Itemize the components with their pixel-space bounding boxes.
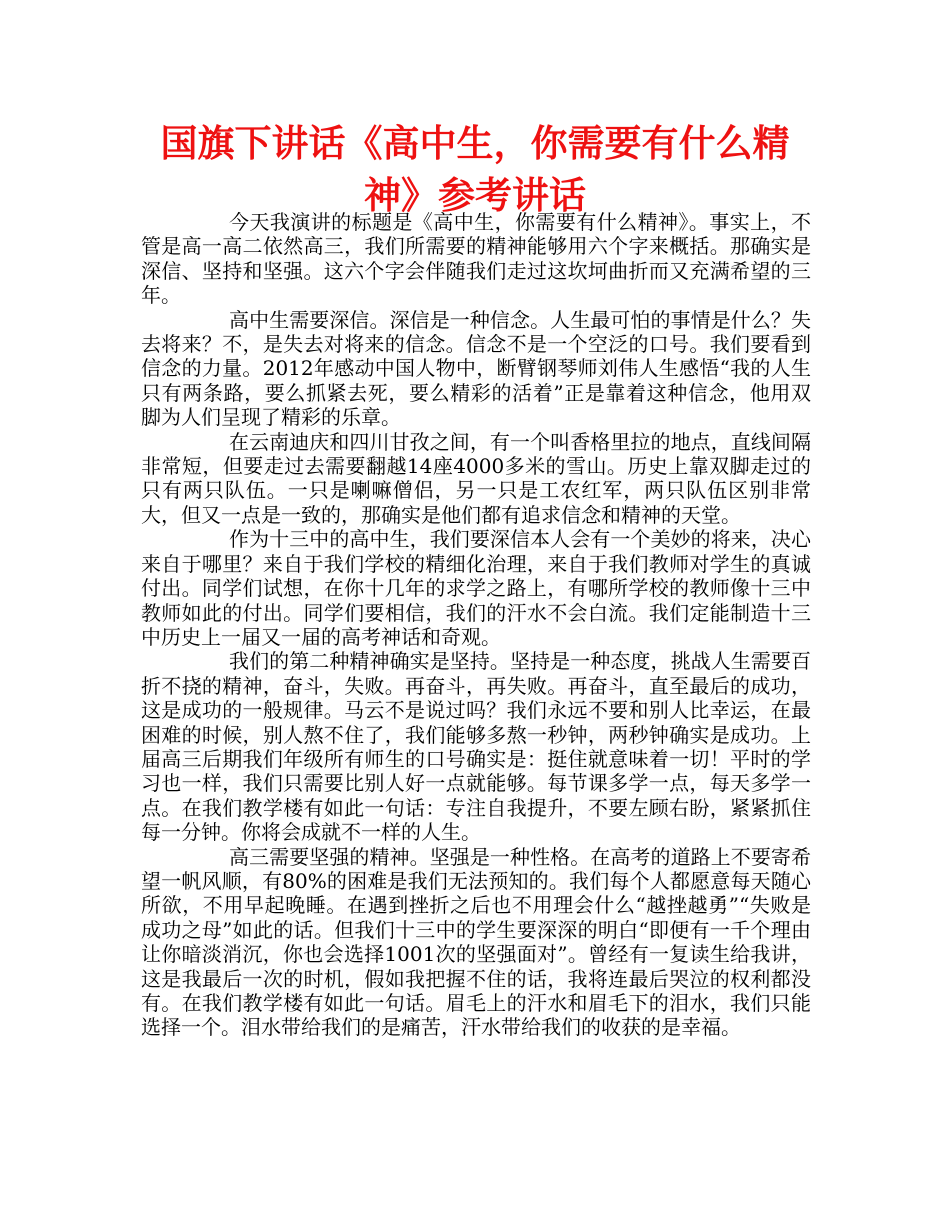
document-body [141, 210, 811, 1040]
paragraph-6: 高三需要坚强的精神。坚强是一种性格。在高考的道路上不要寄希望一帆风顺，有80%的困难是我们无法预知的。我们每个人都愿意每天随心所欲，不用早起晚睡。在遇到挫折之后也不用理会什么“越挫越勇”“失败是成功之母”如此的话。但我们十三中的学生要深深的明白“即便有一千个理由让你暗淡消沉，你也会选择1001次的坚强面对”。曾经有一复读生给我讲，这是我最后一次的时机，假如我把握不住的话，我将连最后哭泣的权利都没有。在我们教学楼有如此一句话。眉毛上的汗水和眉毛下的泪水，我们只能选择一个。泪水带给我们的是痛苦，汗水带给我们的收获的是幸福。 [141, 844, 811, 1040]
paragraph-4: 作为十三中的高中生，我们要深信本人会有一个美妙的将来，决心来自于哪里？来自于我们学校的精细化治理，来自于我们教师对学生的真诚付出。同学们试想，在你十几年的求学之路上，有哪所学校的教师像十三中教师如此的付出。同学们要相信，我们的汗水不会白流。我们定能制造十三中历史上一届又一届的高考神话和奇观。 [141, 527, 811, 649]
paragraph-5: 我们的第二种精神确实是坚持。坚持是一种态度，挑战人生需要百折不挠的精神，奋斗，失败。再奋斗，再失败。再奋斗，直至最后的成功，这是成功的一般规律。马云不是说过吗？我们永远不要和别人比幸运，在最困难的时候，别人熬不住了，我们能够多熬一秒钟，两秒钟确实是成功。上届高三后期我们年级所有师生的口号确实是：挺住就意味着一切！平时的学习也一样，我们只需要比别人好一点就能够。每节课多学一点，每天多学一点。在我们教学楼有如此一句话：专注自我提升，不要左顾右盼，紧紧抓住每一分钟。你将会成就不一样的人生。 [141, 649, 811, 845]
paragraph-2: 高中生需要深信。深信是一种信念。人生最可怕的事情是什么？失去将来？不，是失去对将来的信念。信念不是一个空泛的口号。我们要看到信念的力量。2012年感动中国人物中，断臂钢琴师刘伟人生感悟“我的人生只有两条路，要么抓紧去死，要么精彩的活着”正是靠着这种信念，他用双脚为人们呈现了精彩的乐章。 [141, 307, 811, 430]
paragraph-3: 在云南迪庆和四川甘孜之间，有一个叫香格里拉的地点，直线间隔非常短，但要走过去需要翻越14座4000多米的雪山。历史上靠双脚走过的只有两只队伍。一只是喇嘛僧侣，另一只是工农红军，两只队伍区别非常大，但又一点是一致的，那确实是他们都有追求信念和精神的天堂。 [141, 429, 811, 527]
document-title: 国旗下讲话《高中生，你需要有什么精神》参考讲话 [160, 122, 790, 217]
paragraph-1: 今天我演讲的标题是《高中生，你需要有什么精神》。事实上，不管是高一高二依然高三，我们所需要的精神能够用六个字来概括。那确实是深信、坚持和坚强。这六个字会伴随我们走过这坎坷曲折而又充满希望的三年。 [141, 210, 811, 308]
